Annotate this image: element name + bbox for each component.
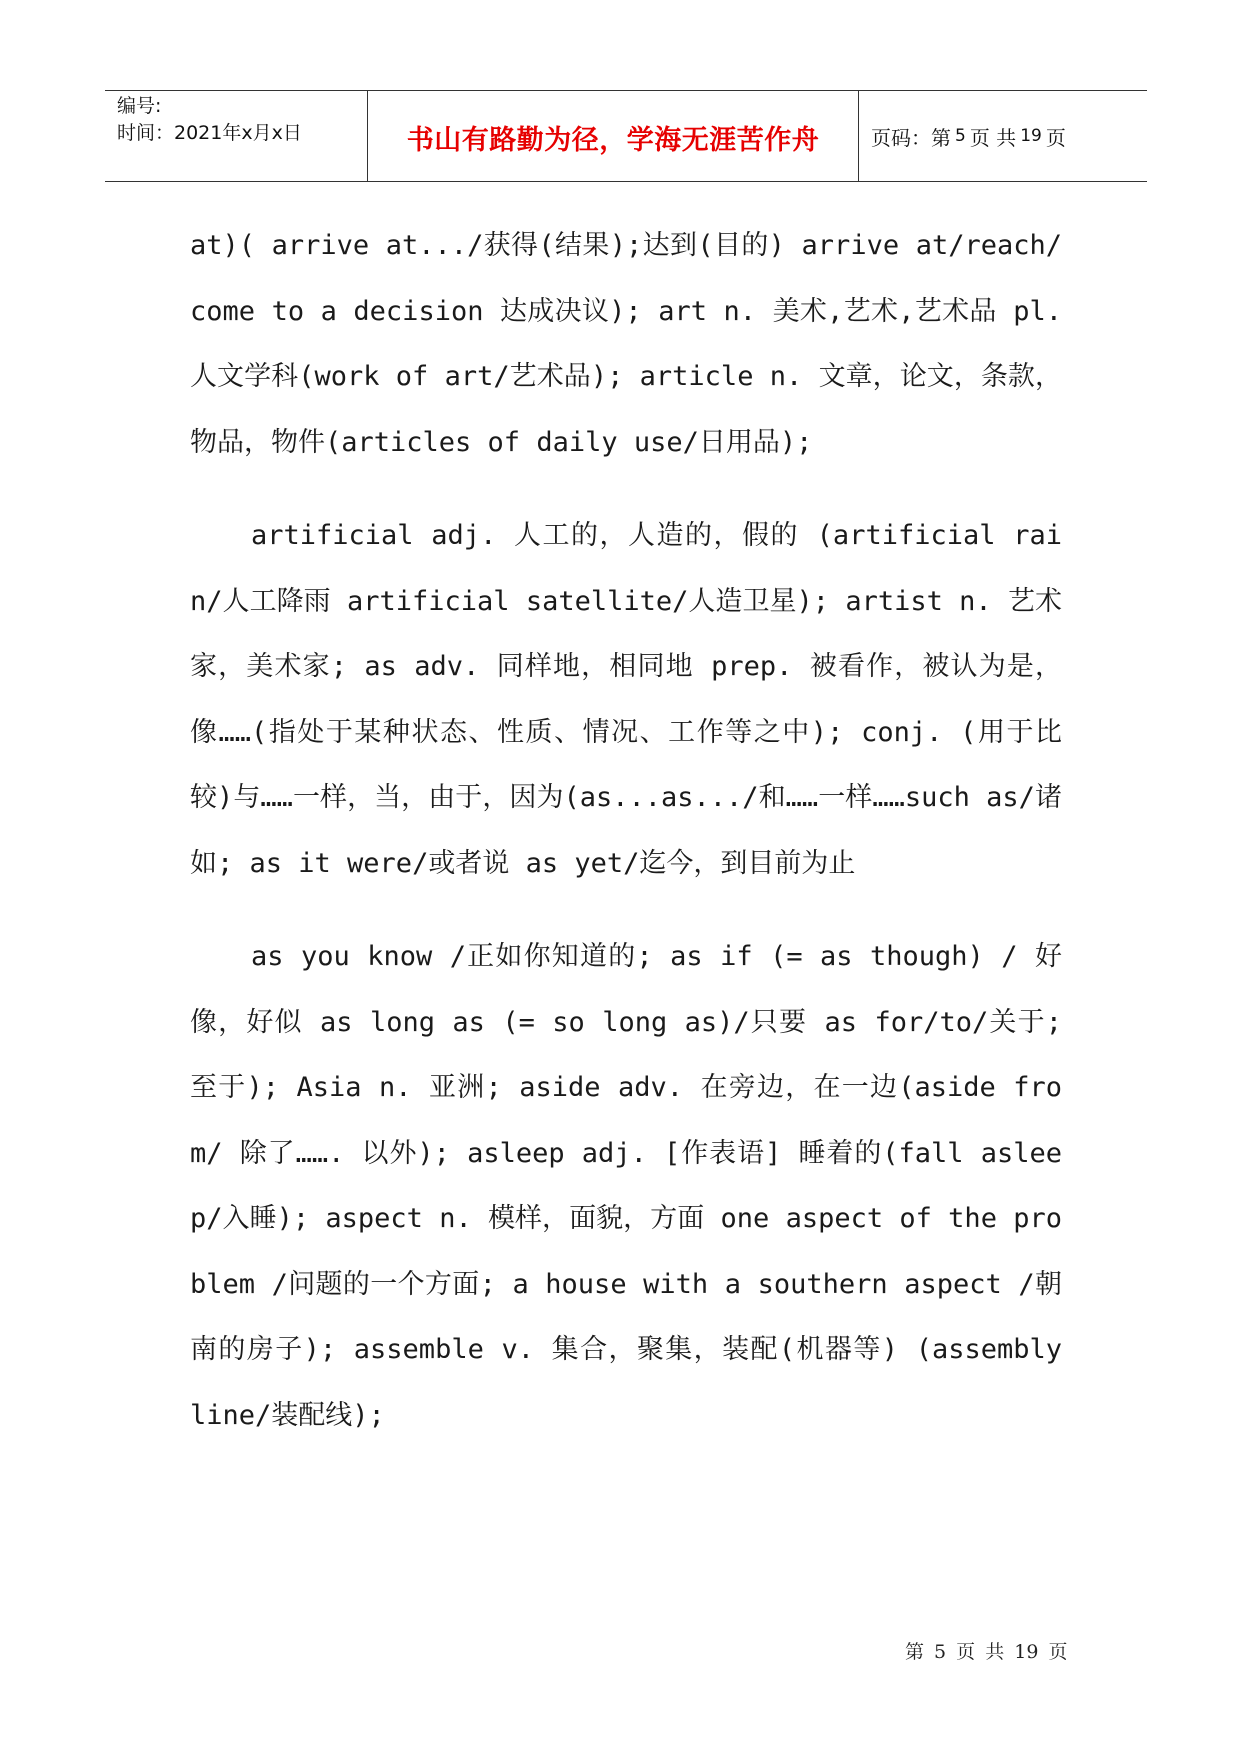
document-body (190, 213, 1062, 1448)
header-motto: 书山有路勤为径，学海无涯苦作舟 (368, 91, 859, 181)
paragraph-2: artificial adj. 人工的，人造的，假的 (artificial rain/人工降雨 artificial satellite/人造卫星); artist n. 艺术家，美术家; as adv. 同样地，相同地 prep. 被看作，被认为是，像……(指处于某种状态、性质、情况、工作等之中); conj. (用于比较)与……一样，当，由于，因为(as...as.../和……一样……such as/诸如; as it were/或者说 as yet/迄今，到目前为止 (190, 520, 1062, 879)
header-meta (105, 91, 368, 181)
page-footer: 第 5 页 共 19 页 (905, 1641, 1068, 1663)
page-header (105, 90, 1147, 182)
serial-number-label: 编号: (117, 95, 162, 117)
page-suffix: 页 (1045, 125, 1066, 150)
page-total: 19 (1020, 126, 1042, 146)
page-current: 5 (955, 126, 966, 146)
header-page-number (859, 91, 1147, 181)
paragraph-1: at)( arrive at.../获得(结果);达到(目的) arrive at/reach/come to a decision 达成决议); art n. 美术,艺术,艺术品 pl. 人文学科(work of art/艺术品); article n. 文章，论文，条款，物品，物件(articles of daily use/日用品); (190, 230, 1062, 458)
date-label: 时间：2021年x月x日 (117, 122, 302, 144)
paragraph-3: as you know /正如你知道的; as if (= as though) / 好像，好似 as long as (= so long as)/只要 as for/to/关于;至于); Asia n. 亚洲; aside adv. 在旁边，在一边(aside from/ 除了……. 以外); asleep adj. [作表语] 睡着的(fall asleep/入睡); aspect n. 模样，面貌，方面 one aspect of the problem /问题的一个方面; a house with a southern aspect /朝南的房子); assemble v. 集合，聚集，装配(机器等) (assembly line/装配线); (190, 941, 1062, 1431)
page-prefix: 页码：第 (871, 125, 951, 150)
page-mid: 页 共 (969, 125, 1017, 150)
